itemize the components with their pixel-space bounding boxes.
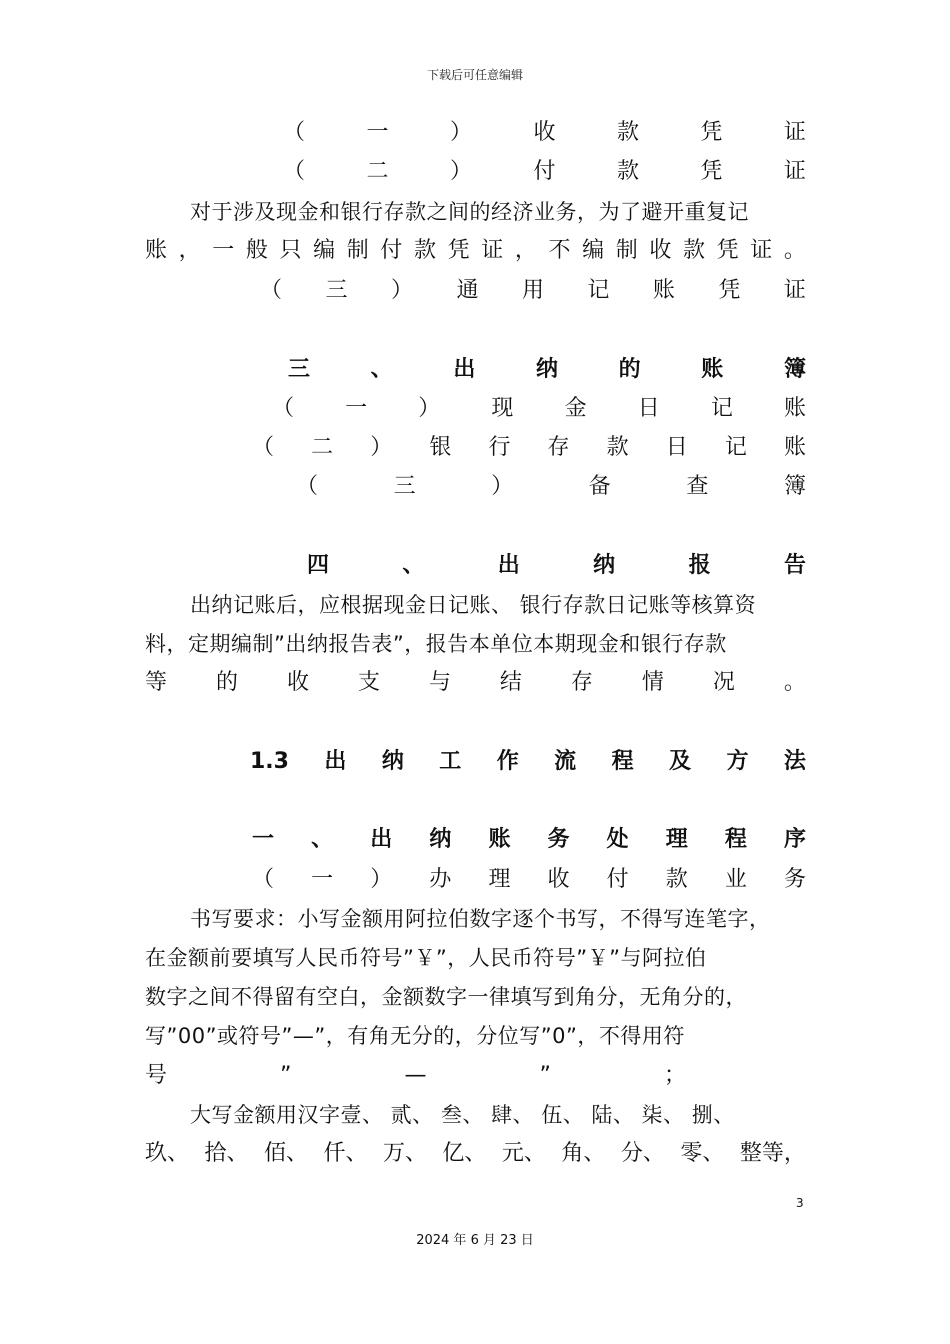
text-segment: 账	[783, 396, 806, 421]
heading-1-3-1	[252, 825, 806, 855]
text-segment: 理	[665, 827, 688, 852]
text-segment: 银	[429, 435, 452, 460]
text-segment: 务	[783, 867, 806, 892]
text-segment: 款	[414, 238, 437, 263]
text-segment: 序	[783, 827, 806, 852]
text-segment: ；	[663, 1063, 686, 1088]
voucher-line-3	[260, 276, 806, 306]
text-segment: 法	[783, 749, 806, 774]
text-segment: 二	[311, 435, 334, 460]
text-segment: 账	[701, 357, 724, 382]
text-segment: 一	[345, 396, 368, 421]
text-segment: 证	[783, 159, 806, 184]
text-segment: 款	[665, 867, 688, 892]
text-segment: 三	[325, 278, 348, 303]
text-segment: 整等，	[739, 1141, 806, 1166]
heading-4	[307, 551, 806, 581]
text-segment: 四	[307, 553, 330, 578]
text-segment: 行	[488, 435, 511, 460]
text-segment: 及	[669, 749, 692, 774]
text-segment: ）	[370, 435, 393, 460]
text-segment: 款	[683, 238, 706, 263]
text-segment: 用	[521, 278, 544, 303]
text-segment: 一	[366, 120, 389, 145]
text-segment: 制	[346, 238, 369, 263]
text-segment: 出	[324, 749, 347, 774]
text-segment: ，	[178, 238, 201, 263]
text-segment: 万、	[382, 1141, 427, 1166]
text-segment: 元、	[501, 1141, 546, 1166]
text-segment: 般	[245, 238, 268, 263]
paragraph-2-line-3	[145, 668, 806, 698]
text-segment: 纳	[593, 553, 616, 578]
text-segment: 作	[496, 749, 519, 774]
paragraph-2-line-1: 出纳记账后，应根据现金日记账、 银行存款日记账等核算资	[190, 593, 757, 617]
text-segment: 日	[637, 396, 660, 421]
text-segment: 方	[726, 749, 749, 774]
text-segment: 账	[652, 278, 675, 303]
text-segment: 凭	[716, 238, 739, 263]
text-segment: 务	[547, 827, 570, 852]
text-segment: ）	[449, 120, 472, 145]
text-segment: 凭	[700, 159, 723, 184]
text-segment: （	[283, 120, 306, 145]
text-segment: 程	[724, 827, 747, 852]
paragraph-1-line-1: 对于涉及现金和银行存款之间的经济业务，为了避开重复记	[190, 200, 749, 224]
text-segment: 亿、	[442, 1141, 487, 1166]
book-line-1	[272, 394, 806, 424]
text-segment: 编	[582, 238, 605, 263]
text-segment: 款	[606, 435, 629, 460]
text-segment: 一	[252, 827, 275, 852]
text-segment: 告	[783, 553, 806, 578]
text-segment: 分、	[620, 1141, 665, 1166]
text-segment: 簿	[783, 474, 806, 499]
text-segment: 存	[547, 435, 570, 460]
text-segment: 收	[649, 238, 672, 263]
paragraph-3-line-5	[145, 1061, 686, 1091]
text-segment: 付	[533, 159, 556, 184]
text-segment: 金	[564, 396, 587, 421]
text-segment: ）	[418, 396, 441, 421]
text-segment: 账	[145, 238, 168, 263]
text-segment: 凭	[718, 278, 741, 303]
text-segment: ，	[514, 238, 537, 263]
paragraph-4-line-2	[145, 1139, 806, 1169]
text-segment: 簿	[783, 357, 806, 382]
text-segment: 编	[313, 238, 336, 263]
text-segment: 凭	[447, 238, 470, 263]
text-segment: 证	[481, 238, 504, 263]
text-segment: 报	[688, 553, 711, 578]
text-segment: （	[252, 867, 275, 892]
text-segment: 角、	[561, 1141, 606, 1166]
voucher-line-2	[283, 157, 806, 187]
text-segment: 号	[145, 1063, 168, 1088]
text-segment: ）	[491, 474, 514, 499]
text-segment: 的	[215, 670, 238, 695]
footer-date: 2024 年 6 月 23 日	[416, 1233, 534, 1248]
text-segment: 情	[641, 670, 664, 695]
book-line-3	[296, 472, 806, 502]
text-segment: 一	[212, 238, 235, 263]
paragraph-3-line-1: 书写要求：小写金额用阿拉伯数字逐个书写，不得写连笔字，	[190, 907, 771, 931]
text-segment: 记	[587, 278, 610, 303]
text-segment: 二	[366, 159, 389, 184]
text-segment: 拾、	[204, 1141, 249, 1166]
text-segment: 证	[783, 120, 806, 145]
text-segment: 账	[488, 827, 511, 852]
text-segment: 现	[491, 396, 514, 421]
text-segment: 工	[439, 749, 462, 774]
paragraph-3-line-2: 在金额前要填写人民币符号”￥”，人民币符号”￥”与阿拉伯	[145, 946, 707, 970]
text-segment: 款	[616, 159, 639, 184]
text-segment: 。	[783, 238, 806, 263]
text-segment: 纳	[429, 827, 452, 852]
text-segment: 存	[570, 670, 593, 695]
text-segment: （	[283, 159, 306, 184]
text-segment: 处	[606, 827, 629, 852]
text-segment: 等	[145, 670, 168, 695]
text-segment: 备	[588, 474, 611, 499]
text-segment: 仟、	[323, 1141, 368, 1166]
text-segment: 制	[615, 238, 638, 263]
text-segment: 玖、	[145, 1141, 190, 1166]
text-segment: 、	[370, 357, 393, 382]
text-segment: ）	[370, 867, 393, 892]
text-segment: 出	[497, 553, 520, 578]
text-segment: 流	[554, 749, 577, 774]
text-segment: 记	[724, 435, 747, 460]
text-segment: 纳	[535, 357, 558, 382]
paragraph-3-line-4: 写”00”或符号”—”，有角无分的，分位写”0”，不得用符	[145, 1024, 685, 1048]
text-segment: 不	[548, 238, 571, 263]
text-segment: 三	[393, 474, 416, 499]
text-segment: —	[404, 1063, 427, 1088]
text-segment: 一	[311, 867, 334, 892]
text-segment: 账	[783, 435, 806, 460]
text-segment: 、	[402, 553, 425, 578]
text-segment: （	[252, 435, 275, 460]
text-segment: 出	[370, 827, 393, 852]
voucher-line-1	[283, 118, 806, 148]
text-segment: 证	[750, 238, 773, 263]
text-segment: 证	[783, 278, 806, 303]
text-segment: 款	[616, 120, 639, 145]
paragraph-4-line-1: 大写金额用汉字壹、 贰、 叁、 肆、 伍、 陆、 柒、 捌、	[190, 1103, 735, 1127]
text-segment: 收	[286, 670, 309, 695]
text-segment: 出	[453, 357, 476, 382]
heading-3	[288, 355, 806, 385]
text-segment: 通	[456, 278, 479, 303]
paragraph-1-line-2	[145, 236, 806, 266]
text-segment: 支	[357, 670, 380, 695]
text-segment: 的	[618, 357, 641, 382]
text-segment: （	[272, 396, 295, 421]
text-segment: 付	[380, 238, 403, 263]
text-segment: 理	[488, 867, 511, 892]
text-segment: 1.3	[250, 749, 289, 774]
text-segment: 记	[710, 396, 733, 421]
text-segment: 收	[533, 120, 556, 145]
text-segment: 结	[499, 670, 522, 695]
text-segment: （	[296, 474, 319, 499]
text-segment: 日	[665, 435, 688, 460]
text-segment: 程	[611, 749, 634, 774]
page-number: 3	[796, 1196, 804, 1210]
book-line-2	[252, 433, 806, 463]
sub-heading-1	[252, 865, 806, 895]
text-segment: ）	[449, 159, 472, 184]
text-segment: 业	[724, 867, 747, 892]
text-segment: 佰、	[263, 1141, 308, 1166]
text-segment: ”	[280, 1063, 292, 1088]
heading-1-3	[250, 747, 806, 777]
text-segment: 查	[686, 474, 709, 499]
text-segment: （	[260, 278, 283, 303]
text-segment: 凭	[700, 120, 723, 145]
text-segment: 收	[547, 867, 570, 892]
text-segment: 三	[288, 357, 311, 382]
text-segment: 况	[712, 670, 735, 695]
paragraph-3-line-3: 数字之间不得留有空白，金额数字一律填写到角分，无角分的，	[145, 985, 747, 1009]
text-segment: 办	[429, 867, 452, 892]
paragraph-2-line-2: 料，定期编制”出纳报告表”，报告本单位本期现金和银行存款	[145, 632, 727, 656]
page-header: 下载后可任意编辑	[426, 68, 523, 82]
text-segment: 只	[279, 238, 302, 263]
text-segment: ）	[390, 278, 413, 303]
text-segment: 零、	[680, 1141, 725, 1166]
text-segment: 付	[606, 867, 629, 892]
text-segment: ”	[539, 1063, 551, 1088]
text-segment: 、	[311, 827, 334, 852]
text-segment: 与	[428, 670, 451, 695]
text-segment: 纳	[381, 749, 404, 774]
text-segment: 。	[783, 670, 806, 695]
